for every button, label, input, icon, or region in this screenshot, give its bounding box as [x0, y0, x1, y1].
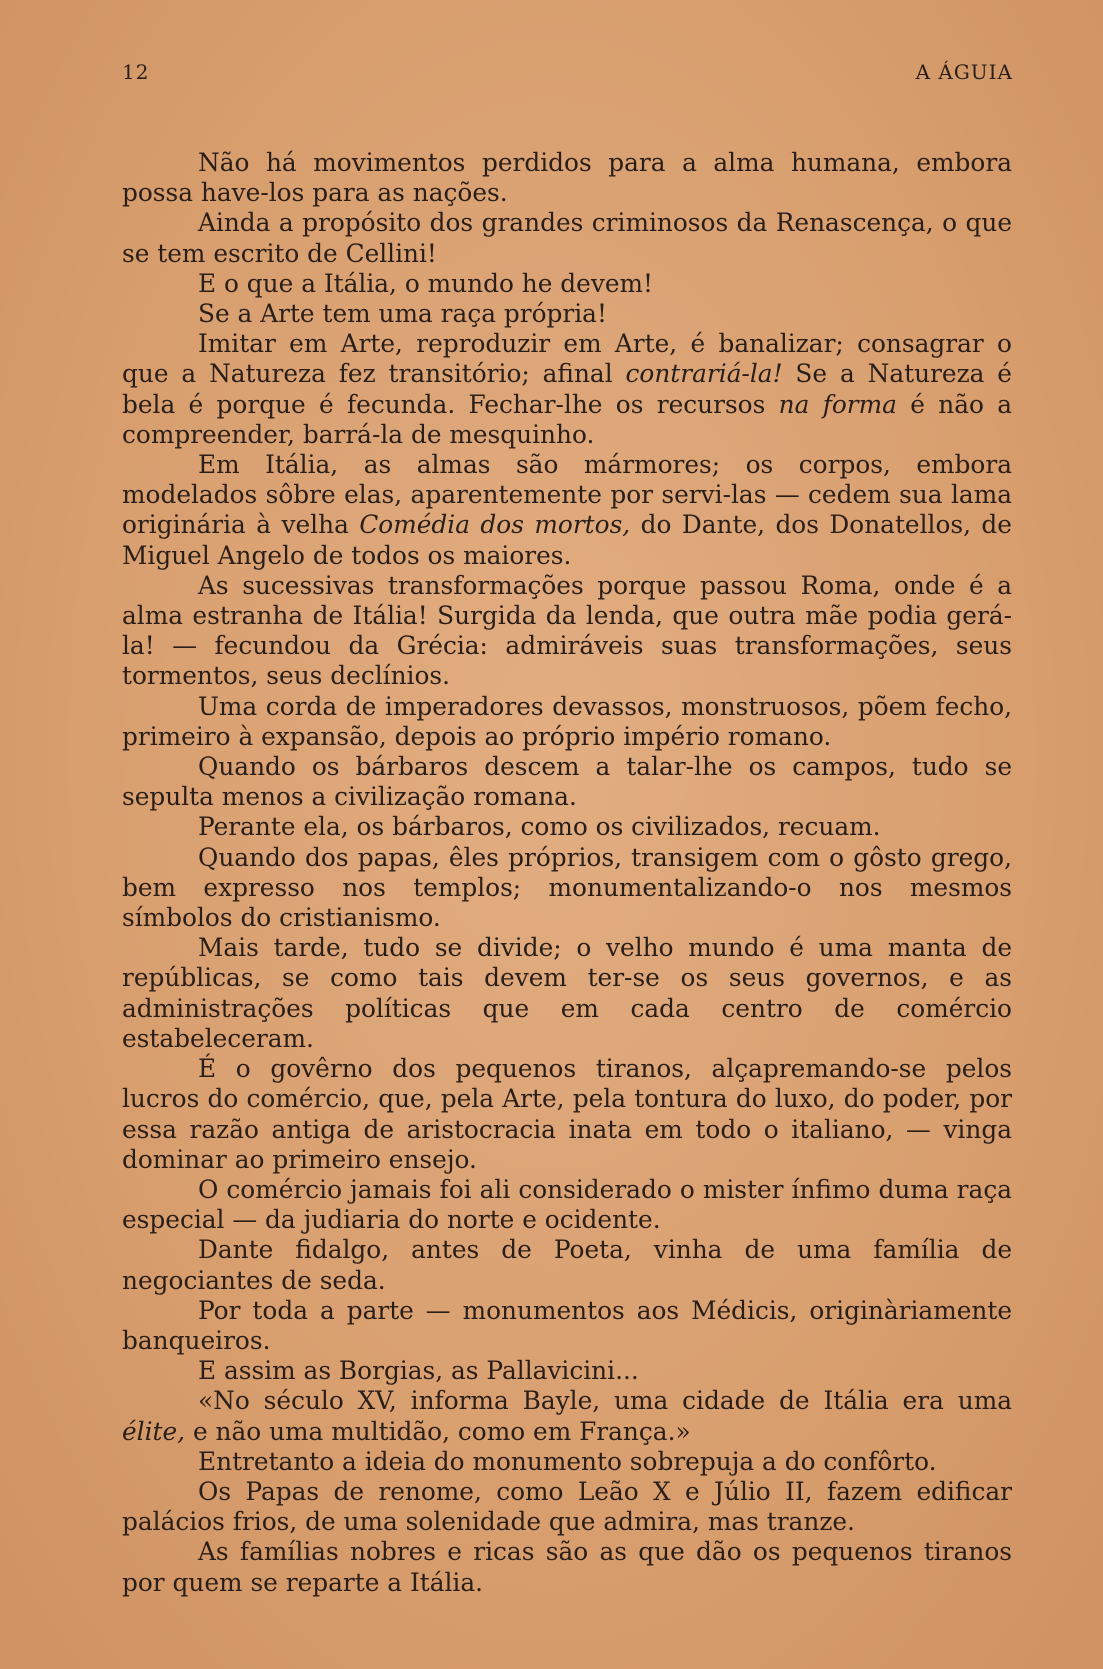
- paragraph: [122, 1386, 1012, 1446]
- paragraph: Quando os bárbaros descem a talar-lhe os campos, tudo se sepulta menos a civilização romana.: [122, 752, 1012, 812]
- text-run: velha: [281, 510, 360, 540]
- body-text: [122, 148, 1012, 1598]
- paragraph: É o govêrno dos pequenos tiranos, alçapremando-se pelos lucros do comércio, que, pela Arte, pela tontura do luxo, do poder, por essa razão antiga de aristocracia inata em todo o italiano, — vinga dominar ao primeiro ensejo.: [122, 1054, 1012, 1174]
- paragraph: Dante fidalgo, antes de Poeta, vinha de uma família de negociantes de seda.: [122, 1235, 1012, 1295]
- text-run: «No século XV, informa Bayle, uma cidade de Itália era uma: [198, 1386, 1012, 1416]
- paragraph: Mais tarde, tudo se divide; o velho mundo é uma manta de repúblicas, se como tais devem ter-se os seus governos, e as administrações políticas que em cada centro de comércio estabeleceram.: [122, 933, 1012, 1053]
- paragraph: Quando dos papas, êles próprios, transigem com o gôsto grego, bem expresso nos templos; monumentalizando-o nos mesmos símbolos do cristianismo.: [122, 842, 1012, 933]
- paragraph: Perante ela, os bárbaros, como os civilizados, recuam.: [198, 812, 881, 842]
- paragraph: As famílias nobres e ricas são as que dão os pequenos tiranos por quem se reparte a Itália.: [122, 1537, 1012, 1597]
- paragraph: Os Papas de renome, como Leão X e Júlio II, fazem edificar palácios frios, de uma solenidade que admira, mas tranze.: [122, 1476, 1012, 1537]
- running-title: A ÁGUIA: [915, 60, 1013, 84]
- text-run: Se a Natureza é bela é porque é fecunda. Fechar-lhe os recursos: [122, 359, 1012, 419]
- paragraph: Ainda a propósito dos grandes criminosos da Renascença, o que se tem escrito de Cellini!: [122, 208, 1012, 268]
- paragraph: Não há movimentos perdidos para a alma humana, embora possa have-los para as nações.: [122, 148, 1012, 208]
- text-run: do Dante, dos Donatellos, de Miguel Angelo de todos os maiores.: [122, 510, 1012, 570]
- italic-run: contrariá-la!: [625, 359, 783, 389]
- paragraph: As sucessivas transformações porque passou Roma, onde é a alma estranha de Itália! Surgida da lenda, que outra mãe podia gerá-la! — fecundou da Grécia: admiráveis suas transformações, seus tormentos, seus declínios.: [122, 570, 1012, 691]
- italic-run: Comédia dos mortos,: [359, 510, 631, 540]
- paragraph: Por toda a parte — monumentos aos Médicis, originàriamente banqueiros.: [122, 1295, 1012, 1355]
- paragraph: Uma corda de imperadores devassos, monstruosos, põem fecho, primeiro à expansão, depois ao próprio império romano.: [122, 691, 1012, 751]
- italic-run: élite,: [122, 1416, 186, 1446]
- paragraph: E assim as Borgias, as Pallavicini...: [198, 1356, 639, 1386]
- page-number: 12: [122, 60, 150, 84]
- text-run: Em Itália, as almas são mármores; os corpos, embora modelados sôbre elas, aparentemente por servi-las — cedem sua lama originária à: [122, 450, 1012, 540]
- text-run: é não a compreender, barrá-la de mesquinho.: [122, 389, 1012, 449]
- paragraph: [122, 329, 1012, 450]
- paragraph: [122, 450, 1012, 571]
- paragraph: Entretanto a ideia do monumento sobrepuja a do confôrto.: [198, 1446, 937, 1476]
- paragraph: Se a Arte tem uma raça própria!: [198, 299, 607, 329]
- paragraph: O comércio jamais foi ali considerado o mister ínfimo duma raça especial — da judiaria do norte e ocidente.: [122, 1174, 1012, 1235]
- text-run: Imitar em Arte, reproduzir em Arte, é banalizar; consagrar o que a Natureza fez transitório; afinal: [122, 329, 1012, 389]
- paragraph: E o que a Itália, o mundo he devem!: [198, 268, 654, 298]
- running-head: [122, 60, 1013, 88]
- text-run: e não uma multidão, como em França.»: [185, 1416, 691, 1446]
- italic-run: na forma: [778, 389, 897, 419]
